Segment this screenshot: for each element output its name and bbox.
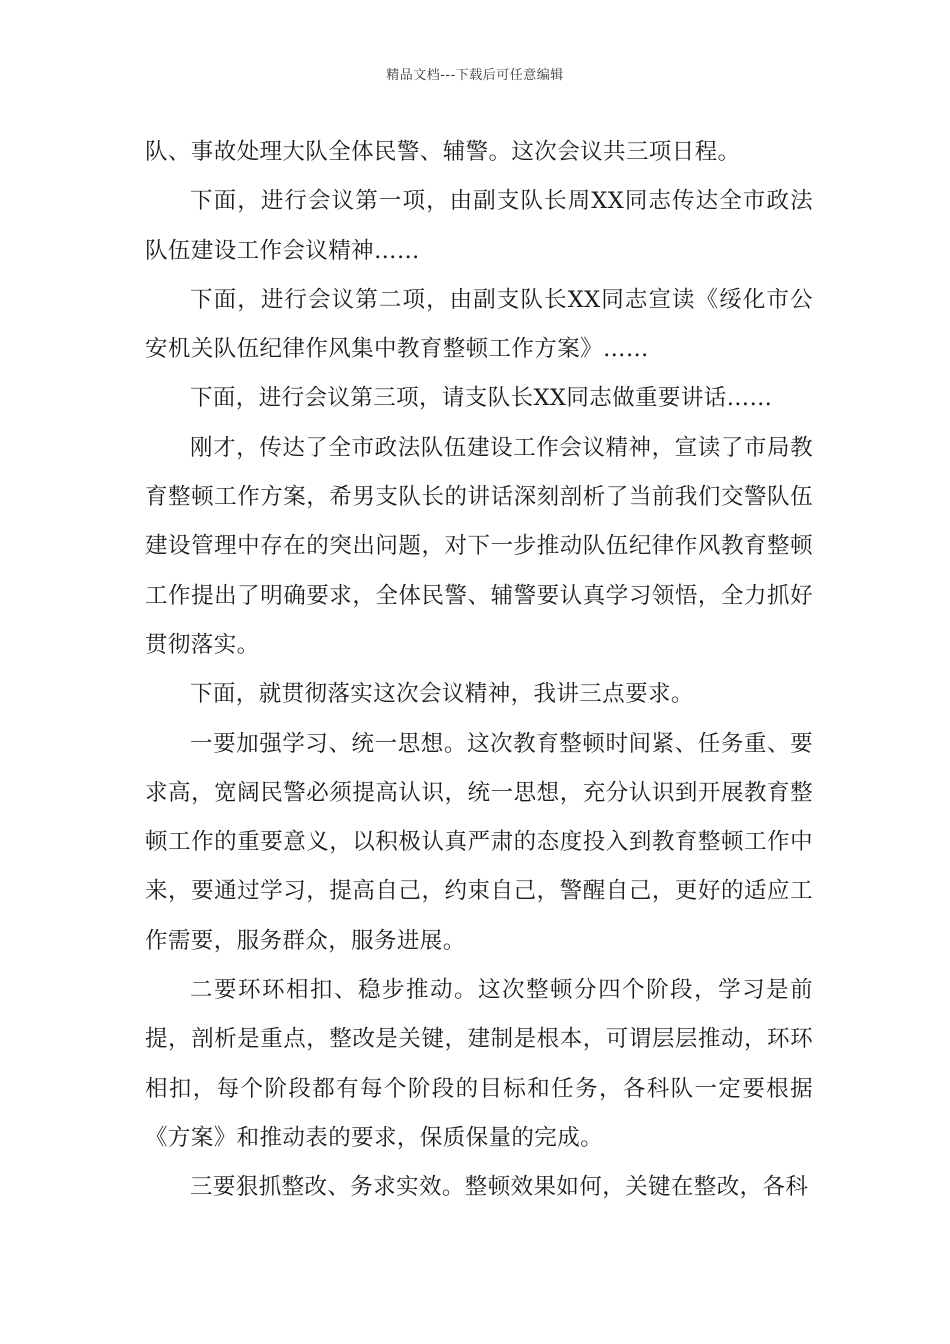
paragraph: 一要加强学习、统一思想。这次教育整顿时间紧、任务重、要求高，宽阔民警必须提高认识，统一思想，充分认识到开展教育整顿工作的重要意义，以积极认真严肃的态度投入到教育整顿工作中来，要通过学习，提高自己，约束自己，警醒自己，更好的适应工作需要，服务群众，服务进展。 (145, 730, 813, 954)
paragraph: 队、事故处理大队全体民警、辅警。这次会议共三项日程。 (145, 139, 741, 165)
paragraph: 下面，进行会议第三项，请支队长XX同志做重要讲话…… (190, 385, 773, 412)
paragraph: 三要狠抓整改、务求实效。整顿效果如何，关键在整改，各科 (190, 1174, 809, 1201)
document-body (145, 128, 813, 1213)
paragraph: 下面，就贯彻落实这次会议精神，我讲三点要求。 (190, 681, 694, 708)
paragraph: 下面，进行会议第二项，由副支队长XX同志宣读《绥化市公安机关队伍纪律作风集中教育整顿工作方案》…… (145, 286, 813, 363)
paragraph: 刚才，传达了全市政法队伍建设工作会议精神，宣读了市局教育整顿工作方案，希男支队长的讲话深刻剖析了当前我们交警队伍建设管理中存在的突出问题，对下一步推动队伍纪律作风教育整顿工作提出了明确要求，全体民警、辅警要认真学习领悟，全力抓好贯彻落实。 (145, 434, 813, 658)
paragraph: 二要环环相扣、稳步推动。这次整顿分四个阶段，学习是前提，剖析是重点，整改是关键，建制是根本，可谓层层推动，环环相扣，每个阶段都有每个阶段的目标和任务，各科队一定要根据《方案》和推动表的要求，保质保量的完成。 (145, 977, 813, 1151)
page-header: 精品文档---下载后可任意编辑 (386, 68, 564, 83)
paragraph: 下面，进行会议第一项，由副支队长周XX同志传达全市政法队伍建设工作会议精神…… (145, 188, 813, 264)
